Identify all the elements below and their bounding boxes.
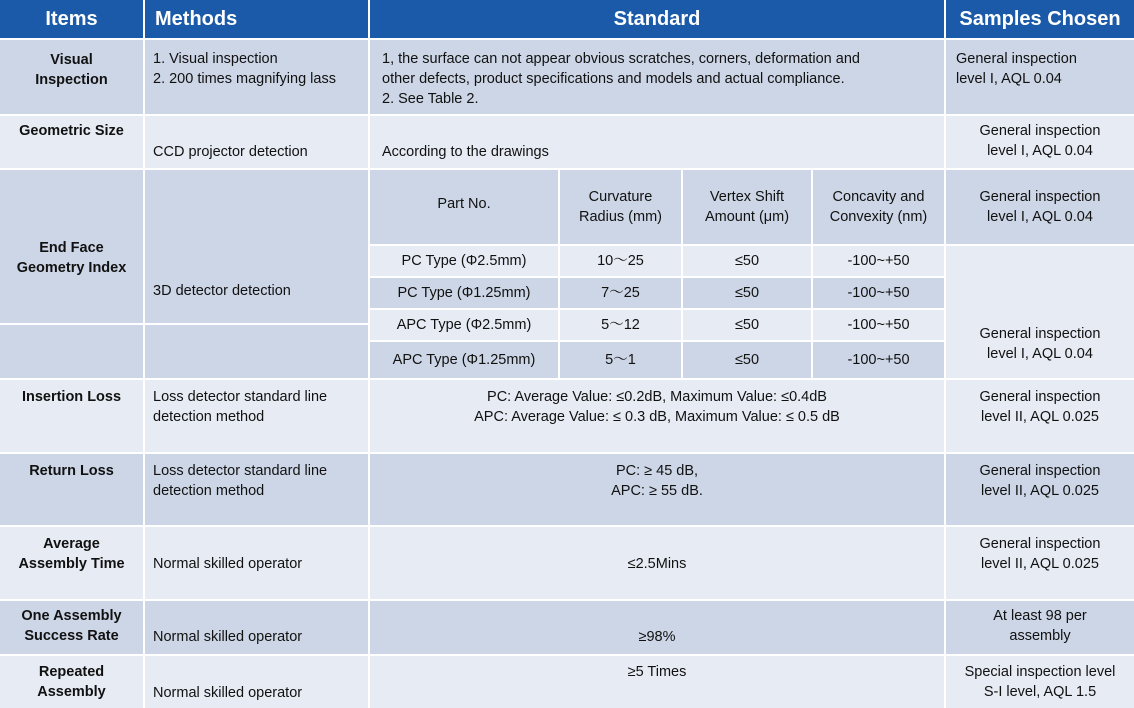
standard-visual-inspection: 1, the surface can not appear obvious scratches, corners, deformation and other defects, product specifications and models and actual compliance. 2. See Table 2. <box>370 40 944 114</box>
inner-row-1-part: PC Type (Φ2.5mm) <box>370 246 558 276</box>
inner-header-concavity: Concavity and Convexity (nm) <box>813 170 944 244</box>
inner-row-3-concavity: -100~+50 <box>813 310 944 340</box>
item-repeated-assembly: Repeated Assembly <box>0 656 143 708</box>
item-average-assembly-time: Average Assembly Time <box>0 527 143 599</box>
header-standard: Standard <box>370 0 944 38</box>
samples-average-assembly-time: General inspection level II, AQL 0.025 <box>946 527 1134 599</box>
inner-row-2-vertex: ≤50 <box>683 278 811 308</box>
samples-repeated-assembly: Special inspection level S-I level, AQL 1.5 <box>946 656 1134 708</box>
method-return-loss: Loss detector standard line detection method <box>145 454 368 525</box>
inner-row-1-vertex: ≤50 <box>683 246 811 276</box>
item-geometric-size: Geometric Size <box>0 116 143 168</box>
standard-return-loss: PC: ≥ 45 dB, APC: ≥ 55 dB. <box>370 454 944 525</box>
inner-row-3-curvature: 5～12 <box>560 310 681 340</box>
inner-row-4-curvature: 5～1 <box>560 342 681 378</box>
inner-row-1-concavity: -100~+50 <box>813 246 944 276</box>
method-visual-inspection: 1. Visual inspection 2. 200 times magnifying lass <box>145 40 368 114</box>
method-one-assembly-success-rate: Normal skilled operator <box>145 601 368 654</box>
item-end-face-geometry-index: End Face Geometry Index <box>16 240 127 276</box>
header-samples-chosen: Samples Chosen <box>946 0 1134 38</box>
standard-one-assembly-success-rate: ≥98% <box>370 601 944 654</box>
inner-row-4-vertex: ≤50 <box>683 342 811 378</box>
item-return-loss: Return Loss <box>0 454 143 525</box>
end-face-divider <box>0 323 370 325</box>
method-geometric-size: CCD projector detection <box>145 116 368 168</box>
inner-row-2-part: PC Type (Φ1.25mm) <box>370 278 558 308</box>
inner-row-4-concavity: -100~+50 <box>813 342 944 378</box>
samples-geometric-size: General inspection level I, AQL 0.04 <box>946 116 1134 168</box>
inner-row-3-vertex: ≤50 <box>683 310 811 340</box>
item-visual-inspection: Visual Inspection <box>0 40 143 114</box>
inner-row-4-part: APC Type (Φ1.25mm) <box>370 342 558 378</box>
method-repeated-assembly: Normal skilled operator <box>145 656 368 708</box>
inner-header-vertex-shift: Vertex Shift Amount (μm) <box>683 170 811 244</box>
samples-insertion-loss: General inspection level II, AQL 0.025 <box>946 380 1134 452</box>
samples-visual-inspection: General inspection level I, AQL 0.04 <box>946 40 1134 114</box>
inner-row-1-curvature: 10～25 <box>560 246 681 276</box>
standard-geometric-size: According to the drawings <box>370 116 944 168</box>
samples-end-face-bottom: General inspection level I, AQL 0.04 <box>946 246 1134 378</box>
samples-return-loss: General inspection level II, AQL 0.025 <box>946 454 1134 525</box>
inner-row-3-part: APC Type (Φ2.5mm) <box>370 310 558 340</box>
method-end-face: 3D detector detection <box>153 283 291 299</box>
inner-row-2-concavity: -100~+50 <box>813 278 944 308</box>
samples-one-assembly-success-rate: At least 98 per assembly <box>946 601 1134 654</box>
samples-end-face-top: General inspection level I, AQL 0.04 <box>946 170 1134 244</box>
standard-insertion-loss: PC: Average Value: ≤0.2dB, Maximum Value: ≤0.4dB APC: Average Value: ≤ 0.3 dB, Maximum Value: ≤ 0.5 dB <box>370 380 944 452</box>
method-end-face-col-bg <box>145 170 368 378</box>
header-methods: Methods <box>145 0 368 38</box>
inner-row-2-curvature: 7～25 <box>560 278 681 308</box>
inner-header-part-no: Part No. <box>370 170 558 244</box>
standard-average-assembly-time: ≤2.5Mins <box>370 527 944 599</box>
item-insertion-loss: Insertion Loss <box>0 380 143 452</box>
standard-repeated-assembly: ≥5 Times <box>370 656 944 708</box>
item-one-assembly-success-rate: One Assembly Success Rate <box>0 601 143 654</box>
header-items: Items <box>0 0 143 38</box>
inner-header-curvature: Curvature Radius (mm) <box>560 170 681 244</box>
method-insertion-loss: Loss detector standard line detection method <box>145 380 368 452</box>
method-average-assembly-time: Normal skilled operator <box>145 527 368 599</box>
